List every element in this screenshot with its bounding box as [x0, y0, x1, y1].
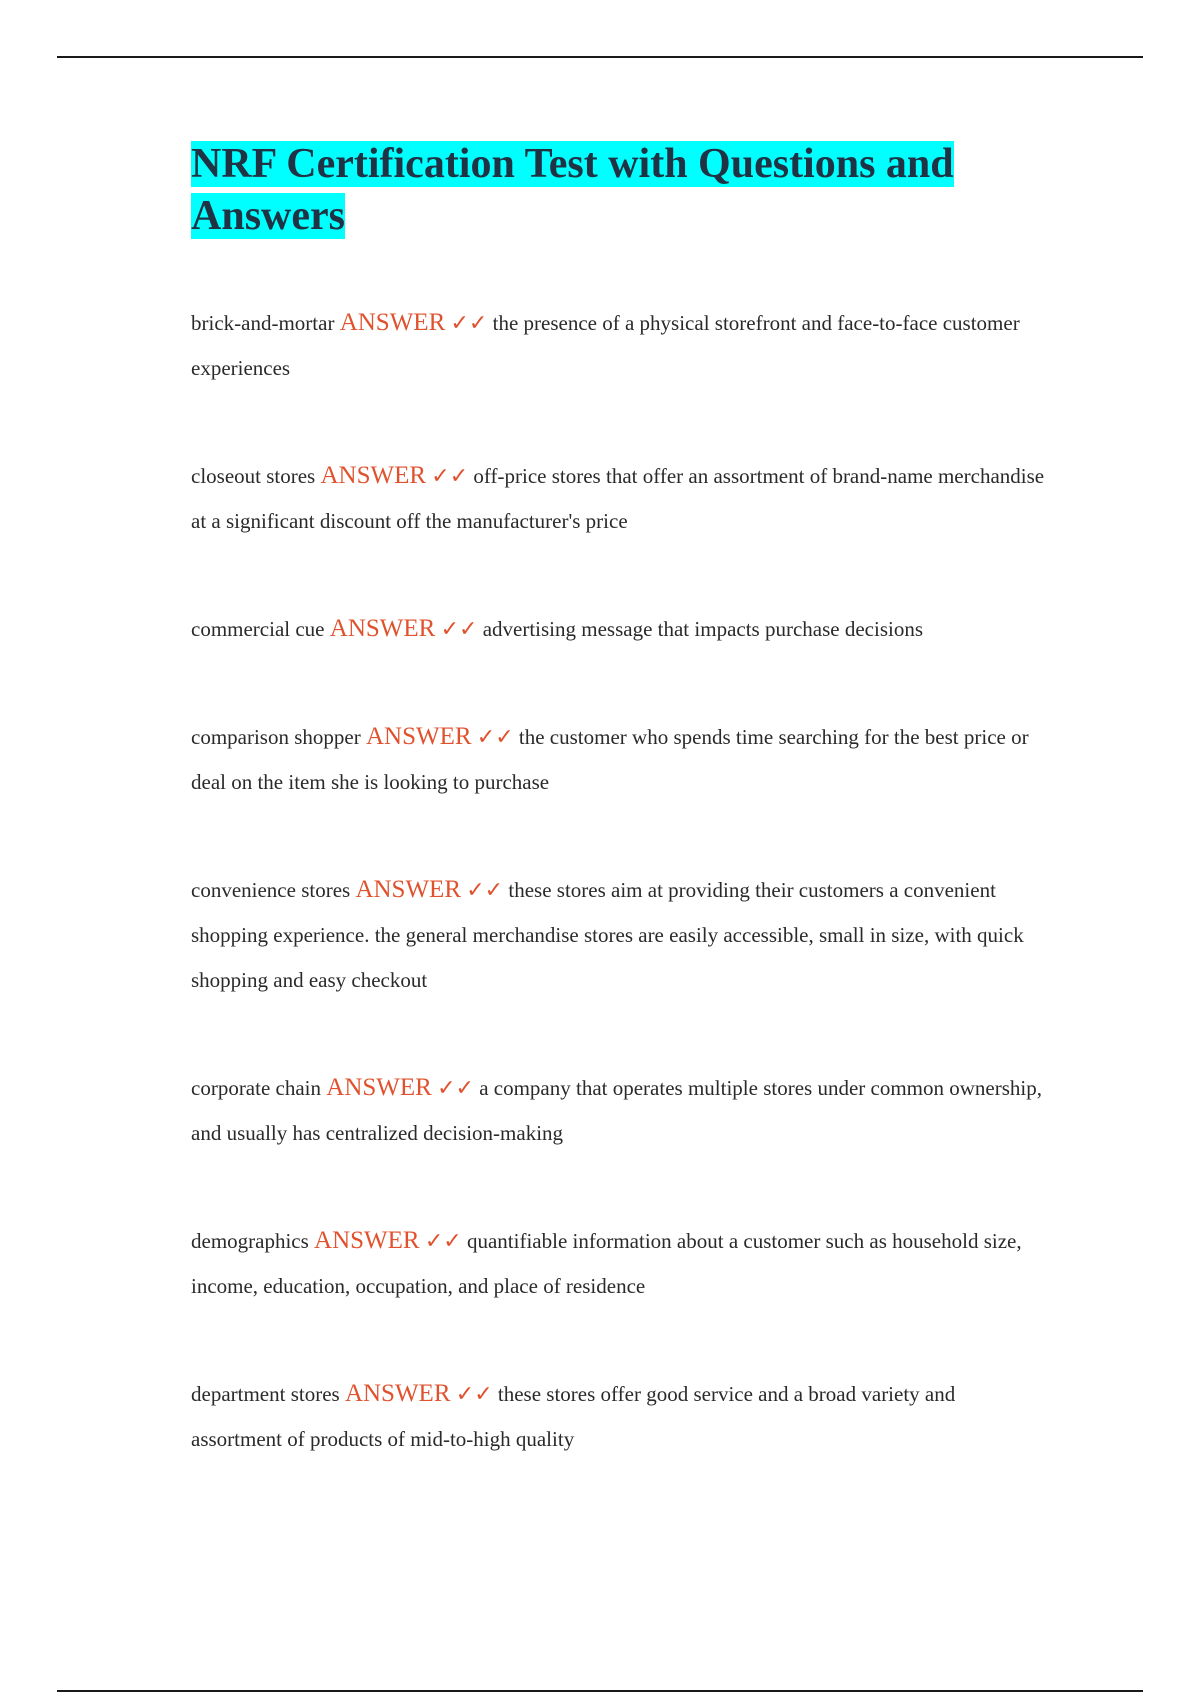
document-body: [191, 138, 1051, 1462]
double-check-icon: ✓✓: [450, 311, 488, 336]
answer-label: ANSWER: [314, 1227, 420, 1254]
answer-label: ANSWER: [344, 1380, 451, 1407]
term: convenience stores: [191, 878, 351, 902]
answer-label: ANSWER: [320, 462, 427, 489]
term: commercial cue: [191, 617, 325, 641]
term: department stores: [191, 1382, 340, 1406]
definition: the presence of a physical storefront and face-to-face customer experiences: [191, 311, 1020, 380]
term: corporate chain: [191, 1076, 322, 1100]
qa-item-corporate-chain: [191, 1065, 1051, 1156]
answer-label: ANSWER: [355, 876, 461, 903]
qa-item-closeout-stores: [191, 453, 1051, 544]
term: demographics: [191, 1229, 309, 1253]
definition: off-price stores that offer an assortment of brand-name merchandise at a significant discount off the manufacturer's price: [191, 464, 1045, 533]
double-check-icon: ✓✓: [440, 617, 478, 642]
double-check-icon: ✓✓: [455, 1382, 493, 1407]
qa-item-department-stores: [191, 1371, 1051, 1462]
definition: the customer who spends time searching for the best price or deal on the item she is looking to purchase: [191, 725, 1029, 794]
qa-item-convenience-stores: [191, 867, 1051, 1003]
definition: these stores offer good service and a broad variety and assortment of products of mid-to-high quality: [191, 1382, 956, 1451]
term: closeout stores: [191, 464, 316, 488]
document-title-text: NRF Certification Test with Questions and Answers: [191, 141, 954, 239]
bottom-rule: [57, 1690, 1143, 1692]
qa-list: [191, 300, 1051, 1462]
double-check-icon: ✓✓: [431, 464, 469, 489]
term: comparison shopper: [191, 725, 361, 749]
double-check-icon: ✓✓: [424, 1229, 462, 1254]
definition: these stores aim at providing their customers a convenient shopping experience. the general merchandise stores are easily accessible, small in size, with quick shopping and easy checkout: [191, 878, 1024, 992]
double-check-icon: ✓✓: [437, 1076, 474, 1101]
definition: quantifiable information about a customer such as household size, income, education, occupation, and place of residence: [191, 1229, 1022, 1298]
answer-label: ANSWER: [365, 723, 472, 750]
answer-label: ANSWER: [326, 1074, 432, 1101]
term: brick-and-mortar: [191, 311, 335, 335]
double-check-icon: ✓✓: [476, 725, 514, 750]
qa-item-demographics: [191, 1218, 1051, 1309]
qa-item-comparison-shopper: [191, 714, 1051, 805]
qa-item-brick-and-mortar: [191, 300, 1051, 391]
definition: a company that operates multiple stores under common ownership, and usually has centralized decision-making: [191, 1076, 1042, 1145]
qa-item-commercial-cue: [191, 606, 1051, 652]
answer-label: ANSWER: [329, 615, 436, 642]
double-check-icon: ✓✓: [466, 878, 504, 903]
answer-label: ANSWER: [339, 309, 446, 336]
document-title: [191, 138, 1051, 242]
definition: advertising message that impacts purchase decisions: [482, 617, 923, 641]
top-rule: [57, 56, 1143, 58]
